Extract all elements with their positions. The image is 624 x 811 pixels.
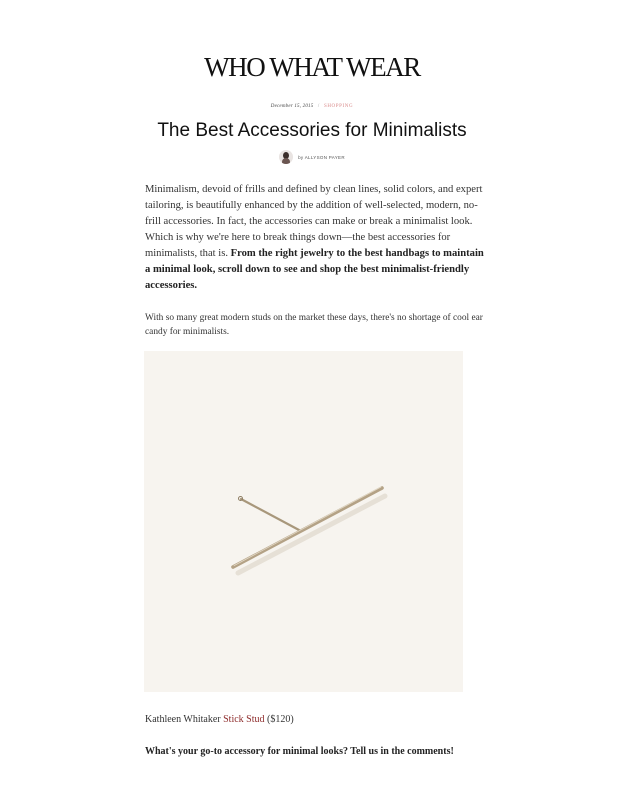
product-brand: Kathleen Whitaker xyxy=(145,714,221,725)
section-paragraph: With so many great modern studs on the market these days, there's no shortage of cool ear candy for minimalists. xyxy=(145,313,483,337)
meta-separator: / xyxy=(317,104,320,109)
author-link[interactable]: by ALLYSON PAYER xyxy=(298,154,345,160)
intro-text: Minimalism, devoid of frills and defined by clean lines, solid colors, and expert tailoring, is beautifully enhanced by the addition of well-selected, modern, no-frill accessories. In fact, the accessories can make or break a minimalist look. Which is why we're here to break things down—the best accessories for minimalists, that is. xyxy=(145,184,483,259)
product-caption xyxy=(145,714,294,725)
site-logo[interactable]: WHO WHAT WEAR xyxy=(204,52,420,82)
intro-bold-text: From the right jewelry to the best handbags to maintain a minimal look, scroll down to see and shop the best minimalist-friendly accessories. xyxy=(145,248,484,291)
article-title: The Best Accessories for Minimalists xyxy=(157,120,467,141)
product-image[interactable] xyxy=(144,351,463,692)
article-date: December 15, 2015 xyxy=(270,104,314,109)
byline xyxy=(0,150,624,164)
category-link[interactable]: SHOPPING xyxy=(323,104,354,109)
closing-question: What's your go-to accessory for minimal looks? Tell us in the comments! xyxy=(145,746,454,757)
intro-paragraph xyxy=(145,182,485,294)
stick-stud-earring-image xyxy=(144,351,463,692)
article-meta xyxy=(0,104,624,109)
product-link[interactable]: Stick Stud xyxy=(223,714,265,725)
product-price: ($120) xyxy=(267,714,294,725)
author-avatar[interactable] xyxy=(279,150,293,164)
